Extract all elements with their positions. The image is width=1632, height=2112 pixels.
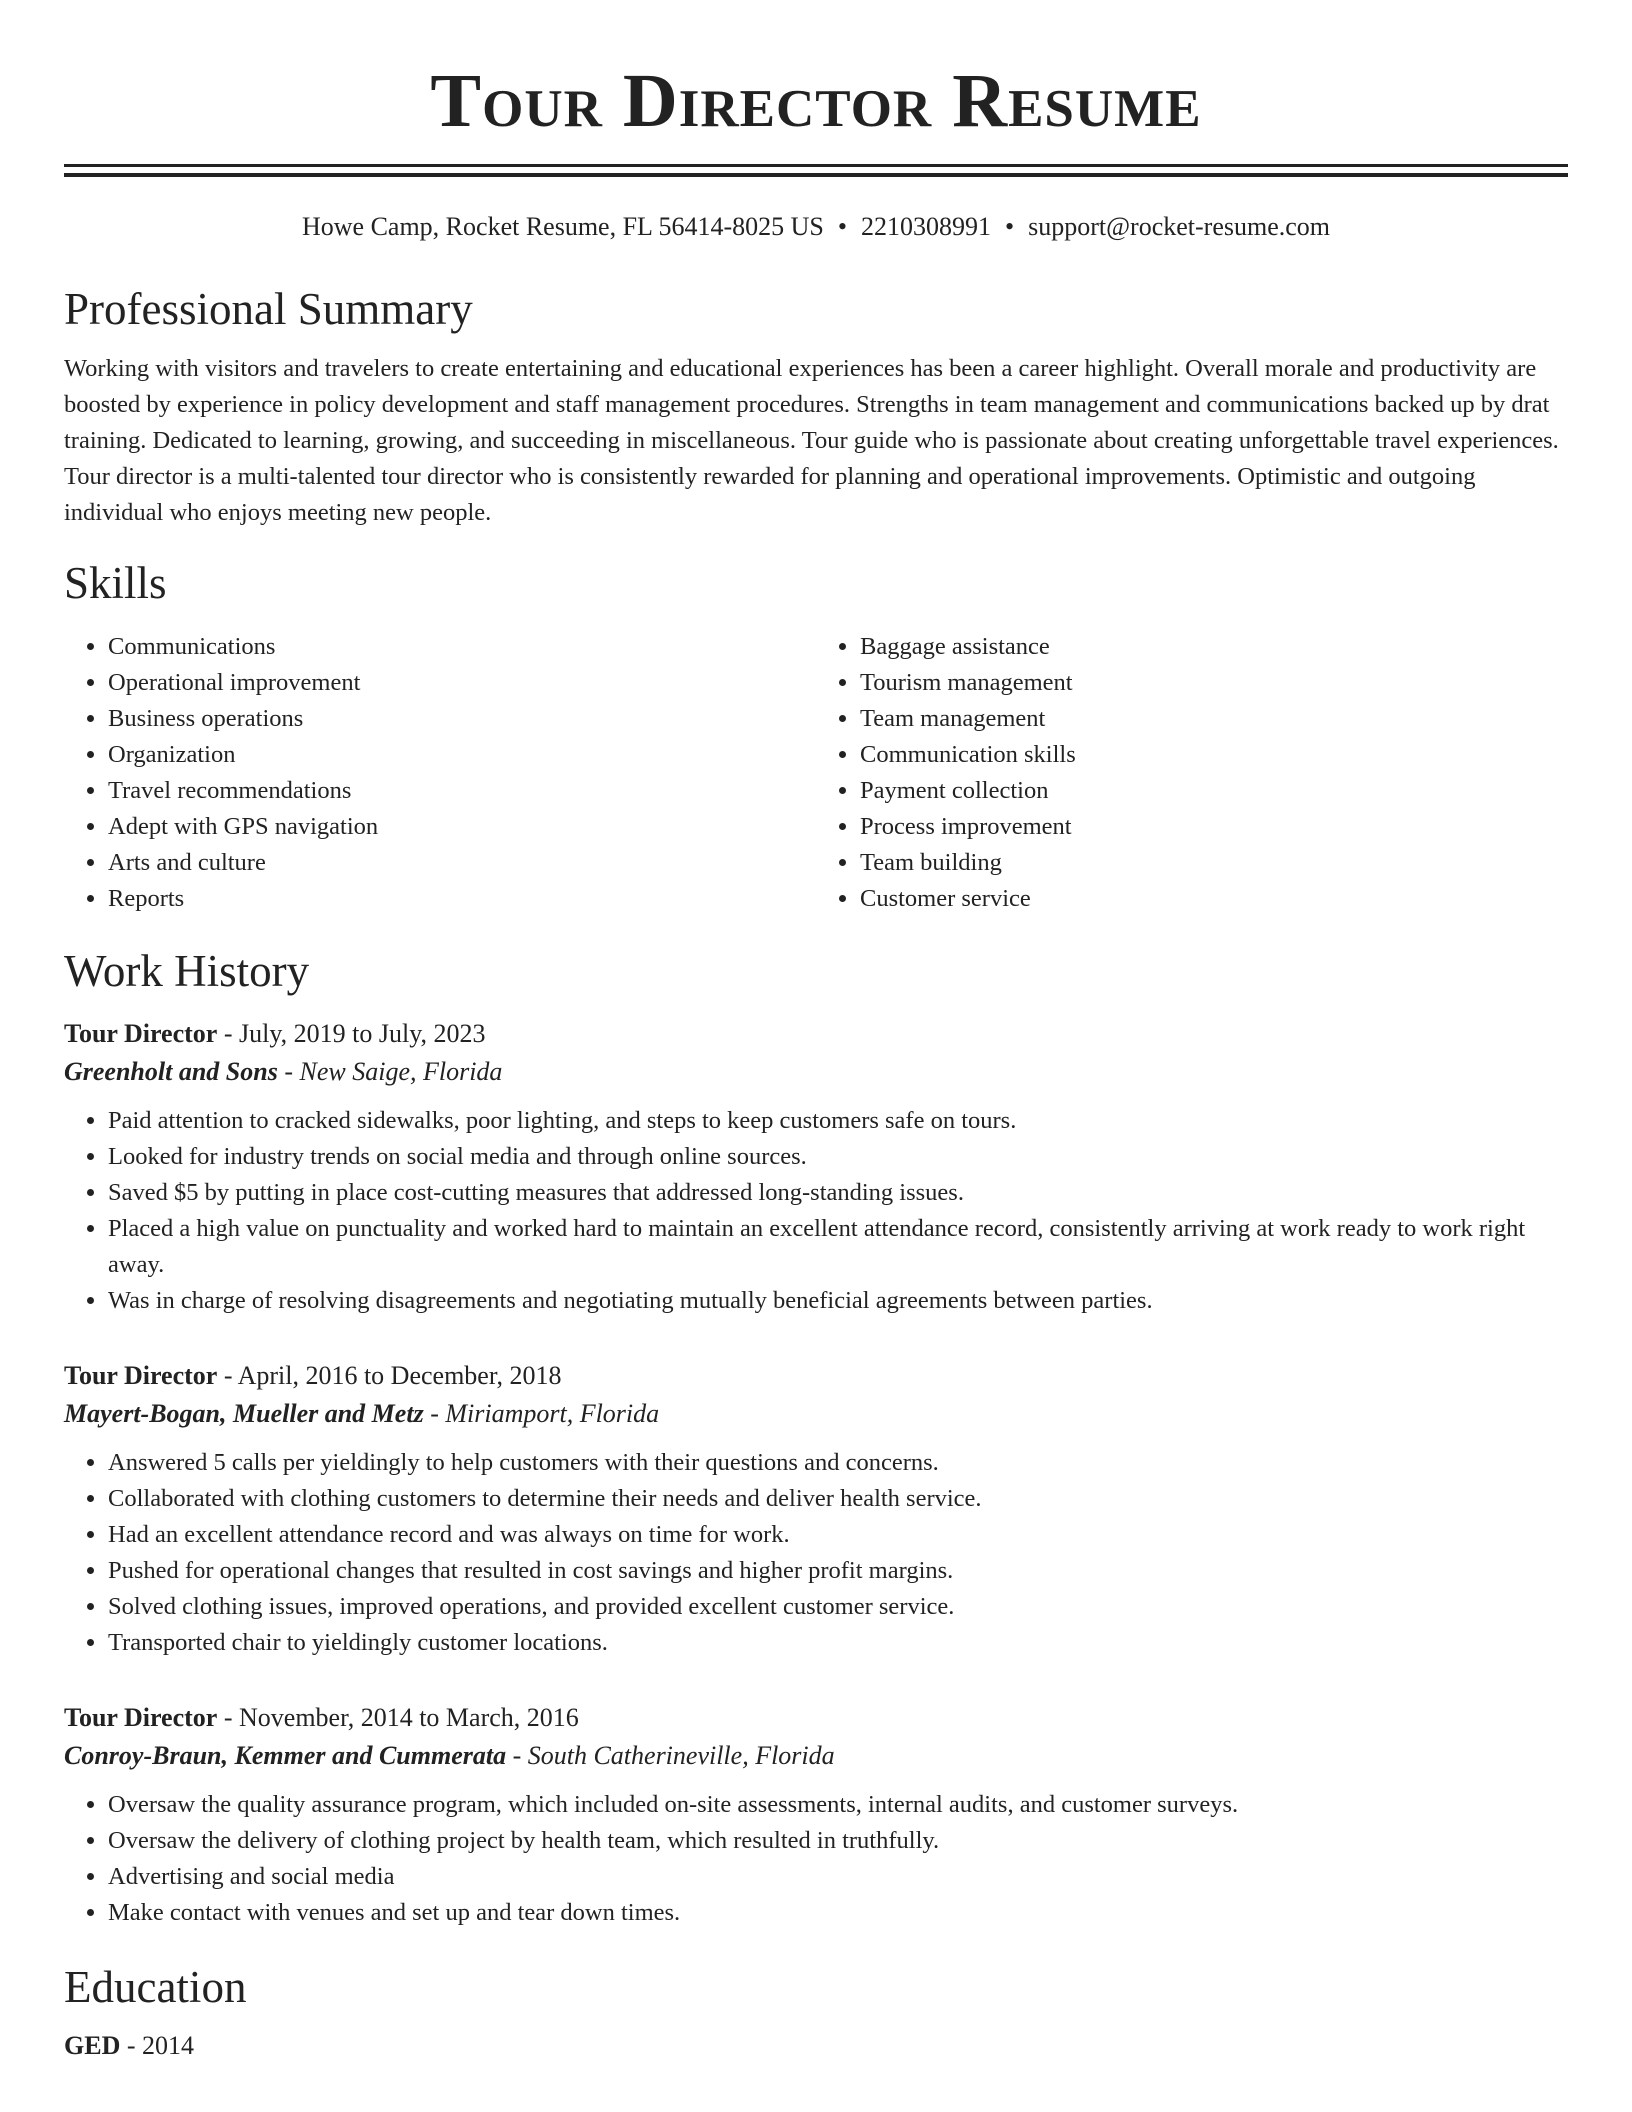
job-dates: - July, 2019 to July, 2023 <box>217 1019 486 1048</box>
skill-item: • Operational improvement <box>108 665 816 701</box>
contact-line <box>64 209 1568 245</box>
job-company: Conroy-Braun, Kemmer and Cummerata <box>64 1741 507 1770</box>
job-company: Greenholt and Sons <box>64 1057 278 1086</box>
contact-separator: • <box>837 212 847 241</box>
contact-email: support@rocket-resume.com <box>1028 212 1331 241</box>
job-location: - New Saige, Florida <box>277 1057 503 1086</box>
job-bullet: • Paid attention to cracked sidewalks, poor lighting, and steps to keep customers safe on tours. <box>108 1103 1568 1139</box>
job-bullets <box>64 1103 1568 1319</box>
job-bullet: • Make contact with venues and set up and tear down times. <box>108 1895 1568 1931</box>
title-rule-bottom <box>64 173 1568 177</box>
job-company-line <box>64 1737 1568 1775</box>
skill-item: • Baggage assistance <box>860 629 1568 665</box>
job-bullet: • Collaborated with clothing customers to determine their needs and deliver health service. <box>108 1481 1568 1517</box>
job-location: - Miriamport, Florida <box>423 1399 660 1428</box>
job-bullets <box>64 1787 1568 1931</box>
job-bullet: • Advertising and social media <box>108 1859 1568 1895</box>
job-bullets <box>64 1445 1568 1661</box>
job-dates: - April, 2016 to December, 2018 <box>217 1361 562 1390</box>
job-entry <box>64 1015 1568 1319</box>
job-title: Tour Director <box>64 1703 218 1732</box>
skill-item: • Payment collection <box>860 773 1568 809</box>
contact-separator: • <box>1004 212 1015 241</box>
education-year: - 2014 <box>120 2031 195 2060</box>
job-bullet: • Was in charge of resolving disagreements and negotiating mutually beneficial agreements between parties. <box>108 1283 1568 1319</box>
work-history-heading: Work History <box>64 946 310 996</box>
job-bullet: • Oversaw the quality assurance program, which included on-site assessments, internal audits, and customer surveys. <box>108 1787 1568 1823</box>
skills-list-right <box>816 629 1568 917</box>
education-heading: Education <box>64 1962 247 2012</box>
skills-heading: Skills <box>64 558 167 608</box>
job-title: Tour Director <box>64 1019 218 1048</box>
job-title-line <box>64 1699 1568 1737</box>
job-bullet: • Solved clothing issues, improved operations, and provided excellent customer service. <box>108 1589 1568 1625</box>
skills-list-left <box>64 629 816 917</box>
skill-item: • Customer service <box>860 881 1568 917</box>
job-bullet: • Oversaw the delivery of clothing project by health team, which resulted in truthfully. <box>108 1823 1568 1859</box>
skills-columns <box>64 629 1568 917</box>
job-bullet: • Pushed for operational changes that resulted in cost savings and higher profit margins. <box>108 1553 1568 1589</box>
job-company-line <box>64 1395 1568 1433</box>
job-title: Tour Director <box>64 1361 218 1390</box>
job-bullet: • Saved $5 by putting in place cost-cutting measures that addressed long-standing issues. <box>108 1175 1568 1211</box>
summary-heading: Professional Summary <box>64 284 473 334</box>
skill-item: • Team management <box>860 701 1568 737</box>
job-bullet: • Looked for industry trends on social media and through online sources. <box>108 1139 1568 1175</box>
skill-item: • Arts and culture <box>108 845 816 881</box>
job-dates: - November, 2014 to March, 2016 <box>217 1703 579 1732</box>
skill-item: • Process improvement <box>860 809 1568 845</box>
skill-item: • Communication skills <box>860 737 1568 773</box>
skill-item: • Organization <box>108 737 816 773</box>
job-company-line <box>64 1053 1568 1091</box>
contact-phone: 2210308991 <box>860 212 991 241</box>
job-title-line <box>64 1015 1568 1053</box>
job-bullet: • Had an excellent attendance record and was always on time for work. <box>108 1517 1568 1553</box>
skill-item: • Communications <box>108 629 816 665</box>
skill-item: • Adept with GPS navigation <box>108 809 816 845</box>
job-bullet: • Transported chair to yieldingly customer locations. <box>108 1625 1568 1661</box>
skill-item: • Team building <box>860 845 1568 881</box>
job-location: - South Catherineville, Florida <box>506 1741 835 1770</box>
education-degree: GED <box>64 2031 121 2060</box>
resume-title: Tour Director Resume <box>430 59 1202 143</box>
education-entry <box>64 2027 1568 2065</box>
job-entry <box>64 1699 1568 1931</box>
job-company: Mayert-Bogan, Mueller and Metz <box>64 1399 424 1428</box>
skill-item: • Travel recommendations <box>108 773 816 809</box>
skill-item: • Tourism management <box>860 665 1568 701</box>
job-bullet: • Answered 5 calls per yieldingly to help customers with their questions and concerns. <box>108 1445 1568 1481</box>
title-rule-top <box>64 164 1568 167</box>
job-bullet: • Placed a high value on punctuality and worked hard to maintain an excellent attendance record, consistently arriving at work ready to work right away. <box>108 1211 1568 1283</box>
contact-address: Howe Camp, Rocket Resume, FL 56414-8025 US <box>301 212 824 241</box>
summary-text: Working with visitors and travelers to create entertaining and educational experiences has been a career highlight. Overall morale and productivity are boosted by experience in policy development and staff management procedures. Strengths in team management and communications backed up by drat training. Dedicated to learning, growing, and succeeding in miscellaneous. Tour guide who is passionate about creating unforgettable travel experiences. Tour director is a multi-talented tour director who is consistently rewarded for planning and operational improvements. Optimistic and outgoing individual who enjoys meeting new people. <box>64 355 1559 526</box>
skill-item: • Business operations <box>108 701 816 737</box>
skill-item: • Reports <box>108 881 816 917</box>
job-title-line <box>64 1357 1568 1395</box>
job-entry <box>64 1357 1568 1661</box>
resume-page <box>64 0 1568 2065</box>
